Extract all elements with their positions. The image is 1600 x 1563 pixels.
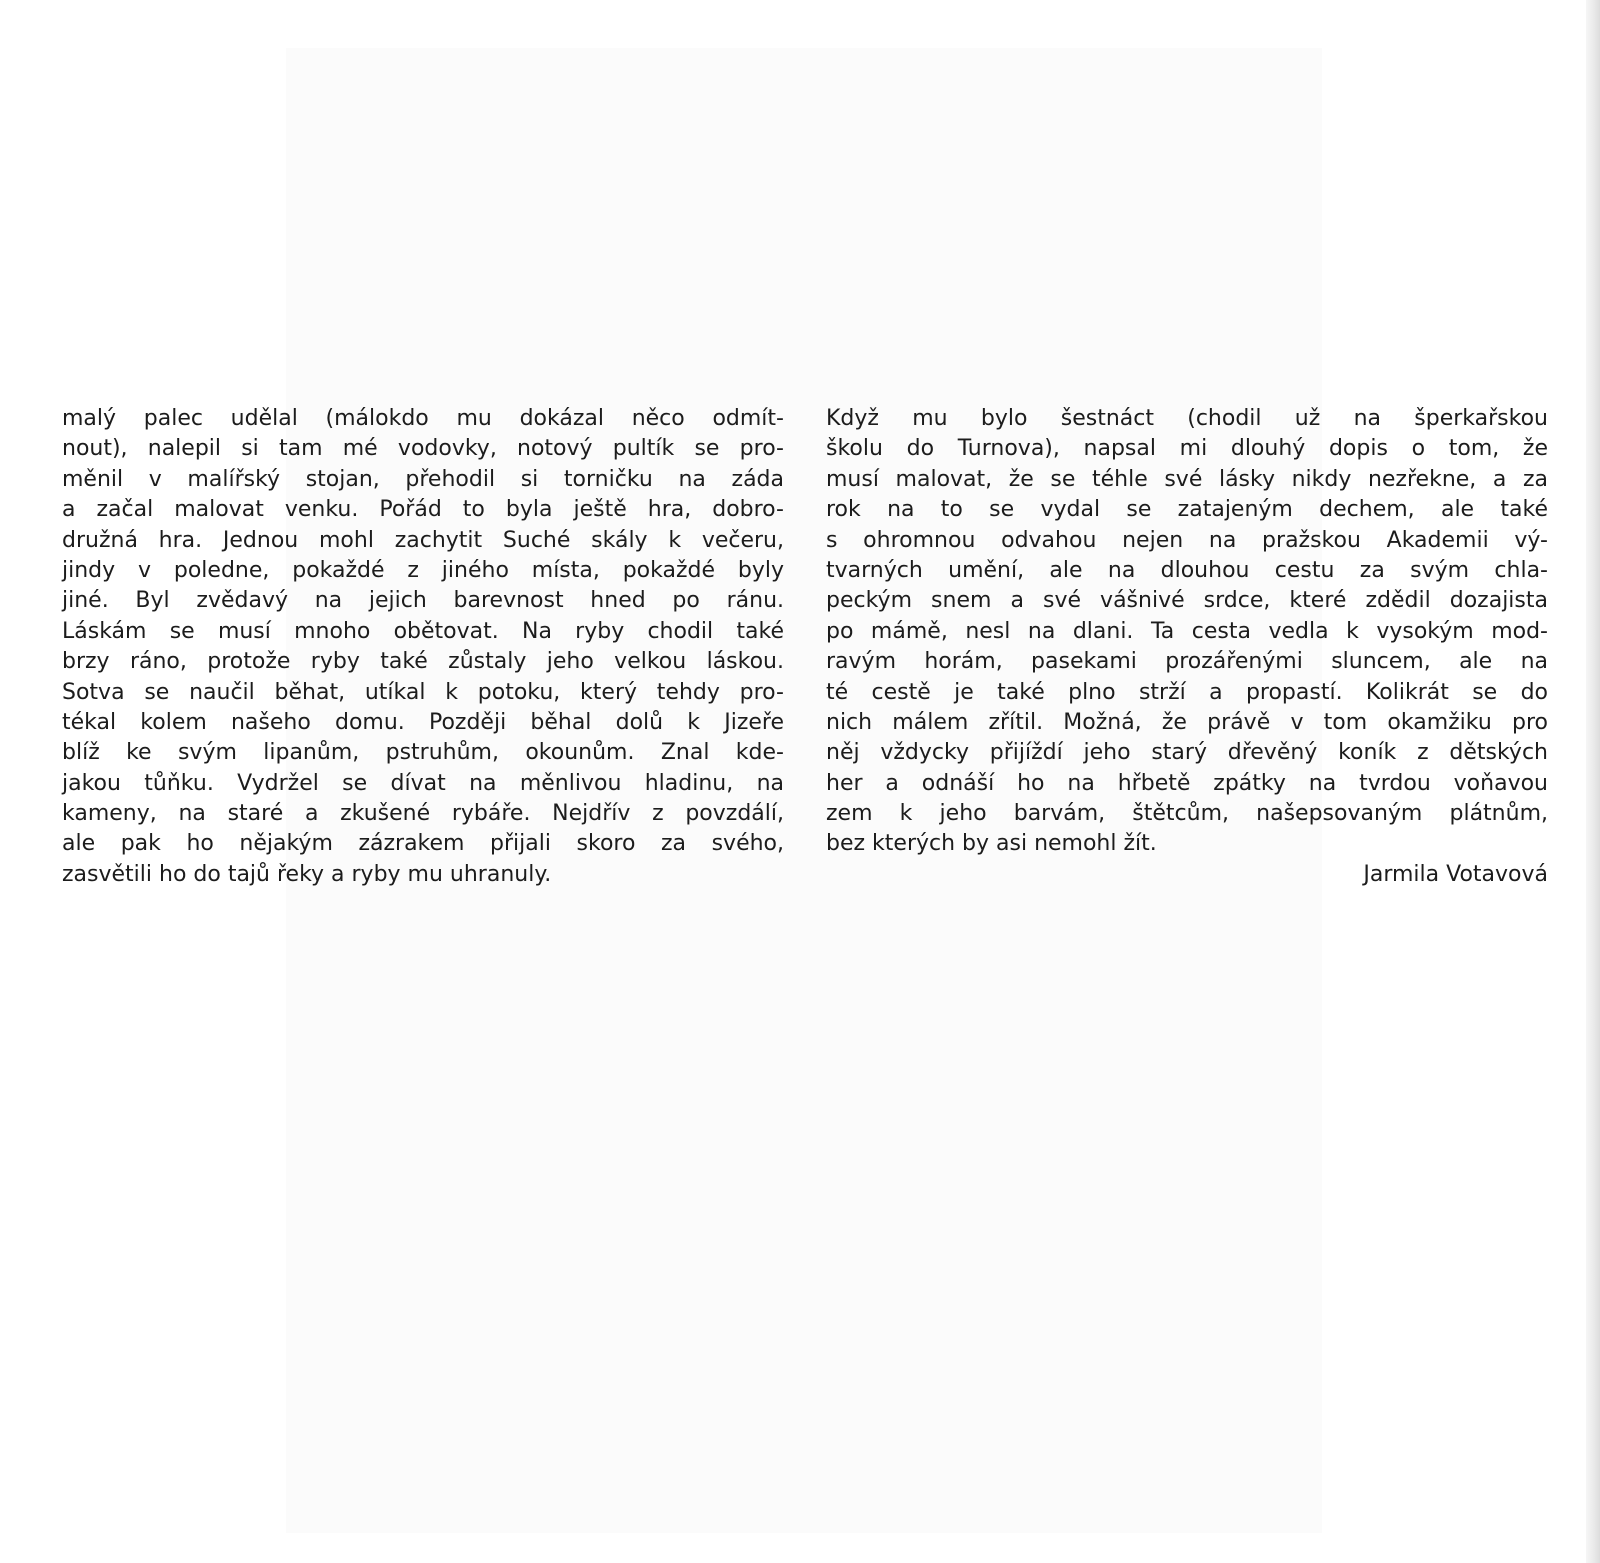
text-line: té cestě je také plno strží a propastí. Kolikrát se do bbox=[826, 679, 1548, 705]
text-line: nich málem zřítil. Možná, že právě v tom okamžiku pro bbox=[826, 709, 1548, 735]
text-line: kameny, na staré a zkušené rybáře. Nejdřív z povzdálí, bbox=[62, 801, 784, 827]
text-line: rok na to se vydal se zatajeným dechem, ale také bbox=[826, 497, 1548, 523]
text-line: Sotva se naučil běhat, utíkal k potoku, který tehdy pro- bbox=[62, 679, 784, 705]
left-text-column bbox=[62, 404, 784, 890]
text-line: něj vždycky přijíždí jeho starý dřevěný koník z dětských bbox=[826, 740, 1548, 766]
author-signature: Jarmila Votavová bbox=[1363, 861, 1548, 887]
text-line: a začal malovat venku. Pořád to byla ještě hra, dobro- bbox=[62, 497, 784, 523]
text-line: Když mu bylo šestnáct (chodil už na šperkařskou bbox=[826, 406, 1548, 431]
text-line: musí malovat, že se téhle své lásky nikdy nezřekne, a za bbox=[826, 466, 1548, 492]
text-line: s ohromnou odvahou nejen na pražskou Akademii vý- bbox=[826, 527, 1548, 553]
text-line: tékal kolem našeho domu. Později běhal dolů k Jizeře bbox=[62, 709, 784, 735]
text-line: ravým horám, pasekami prozářenými sluncem, ale na bbox=[826, 649, 1548, 675]
right-text-column bbox=[826, 404, 1548, 890]
text-line: blíž ke svým lipanům, pstruhům, okounům. Znal kde- bbox=[62, 740, 784, 766]
text-line: Láskám se musí mnoho obětovat. Na ryby chodil také bbox=[62, 618, 784, 644]
text-line: malý palec udělal (málokdo mu dokázal něco odmít- bbox=[62, 406, 784, 431]
text-line: měnil v malířský stojan, přehodil si torničku na záda bbox=[62, 466, 784, 492]
text-line: jindy v poledne, pokaždé z jiného místa, pokaždé byly bbox=[62, 557, 784, 583]
page-edge bbox=[1586, 0, 1600, 1563]
text-line: zem k jeho barvám, štětcům, našepsovaným plátnům, bbox=[826, 801, 1548, 827]
text-line: družná hra. Jednou mohl zachytit Suché skály k večeru, bbox=[62, 527, 784, 553]
text-line: peckým snem a své vášnivé srdce, které zdědil dozajista bbox=[826, 588, 1548, 614]
text-line: jiné. Byl zvědavý na jejich barevnost hned po ránu. bbox=[62, 588, 784, 614]
text-line: tvarných umění, ale na dlouhou cestu za svým chla- bbox=[826, 557, 1548, 583]
text-line: školu do Turnova), napsal mi dlouhý dopis o tom, že bbox=[826, 436, 1548, 462]
text-line: ale pak ho nějakým zázrakem přijali skoro za svého, bbox=[62, 831, 784, 857]
text-line: her a odnáší ho na hřbetě zpátky na tvrdou voňavou bbox=[826, 770, 1548, 796]
text-line: brzy ráno, protože ryby také zůstaly jeho velkou láskou. bbox=[62, 649, 784, 675]
text-line: jakou tůňku. Vydržel se dívat na měnlivou hladinu, na bbox=[62, 770, 784, 796]
text-line: po mámě, nesl na dlani. Ta cesta vedla k vysokým mod- bbox=[826, 618, 1548, 644]
text-line: bez kterých by asi nemohl žít. bbox=[826, 831, 1157, 857]
text-line: zasvětili ho do tajů řeky a ryby mu uhranuly. bbox=[62, 861, 552, 887]
text-line: nout), nalepil si tam mé vodovky, notový pultík se pro- bbox=[62, 436, 784, 462]
